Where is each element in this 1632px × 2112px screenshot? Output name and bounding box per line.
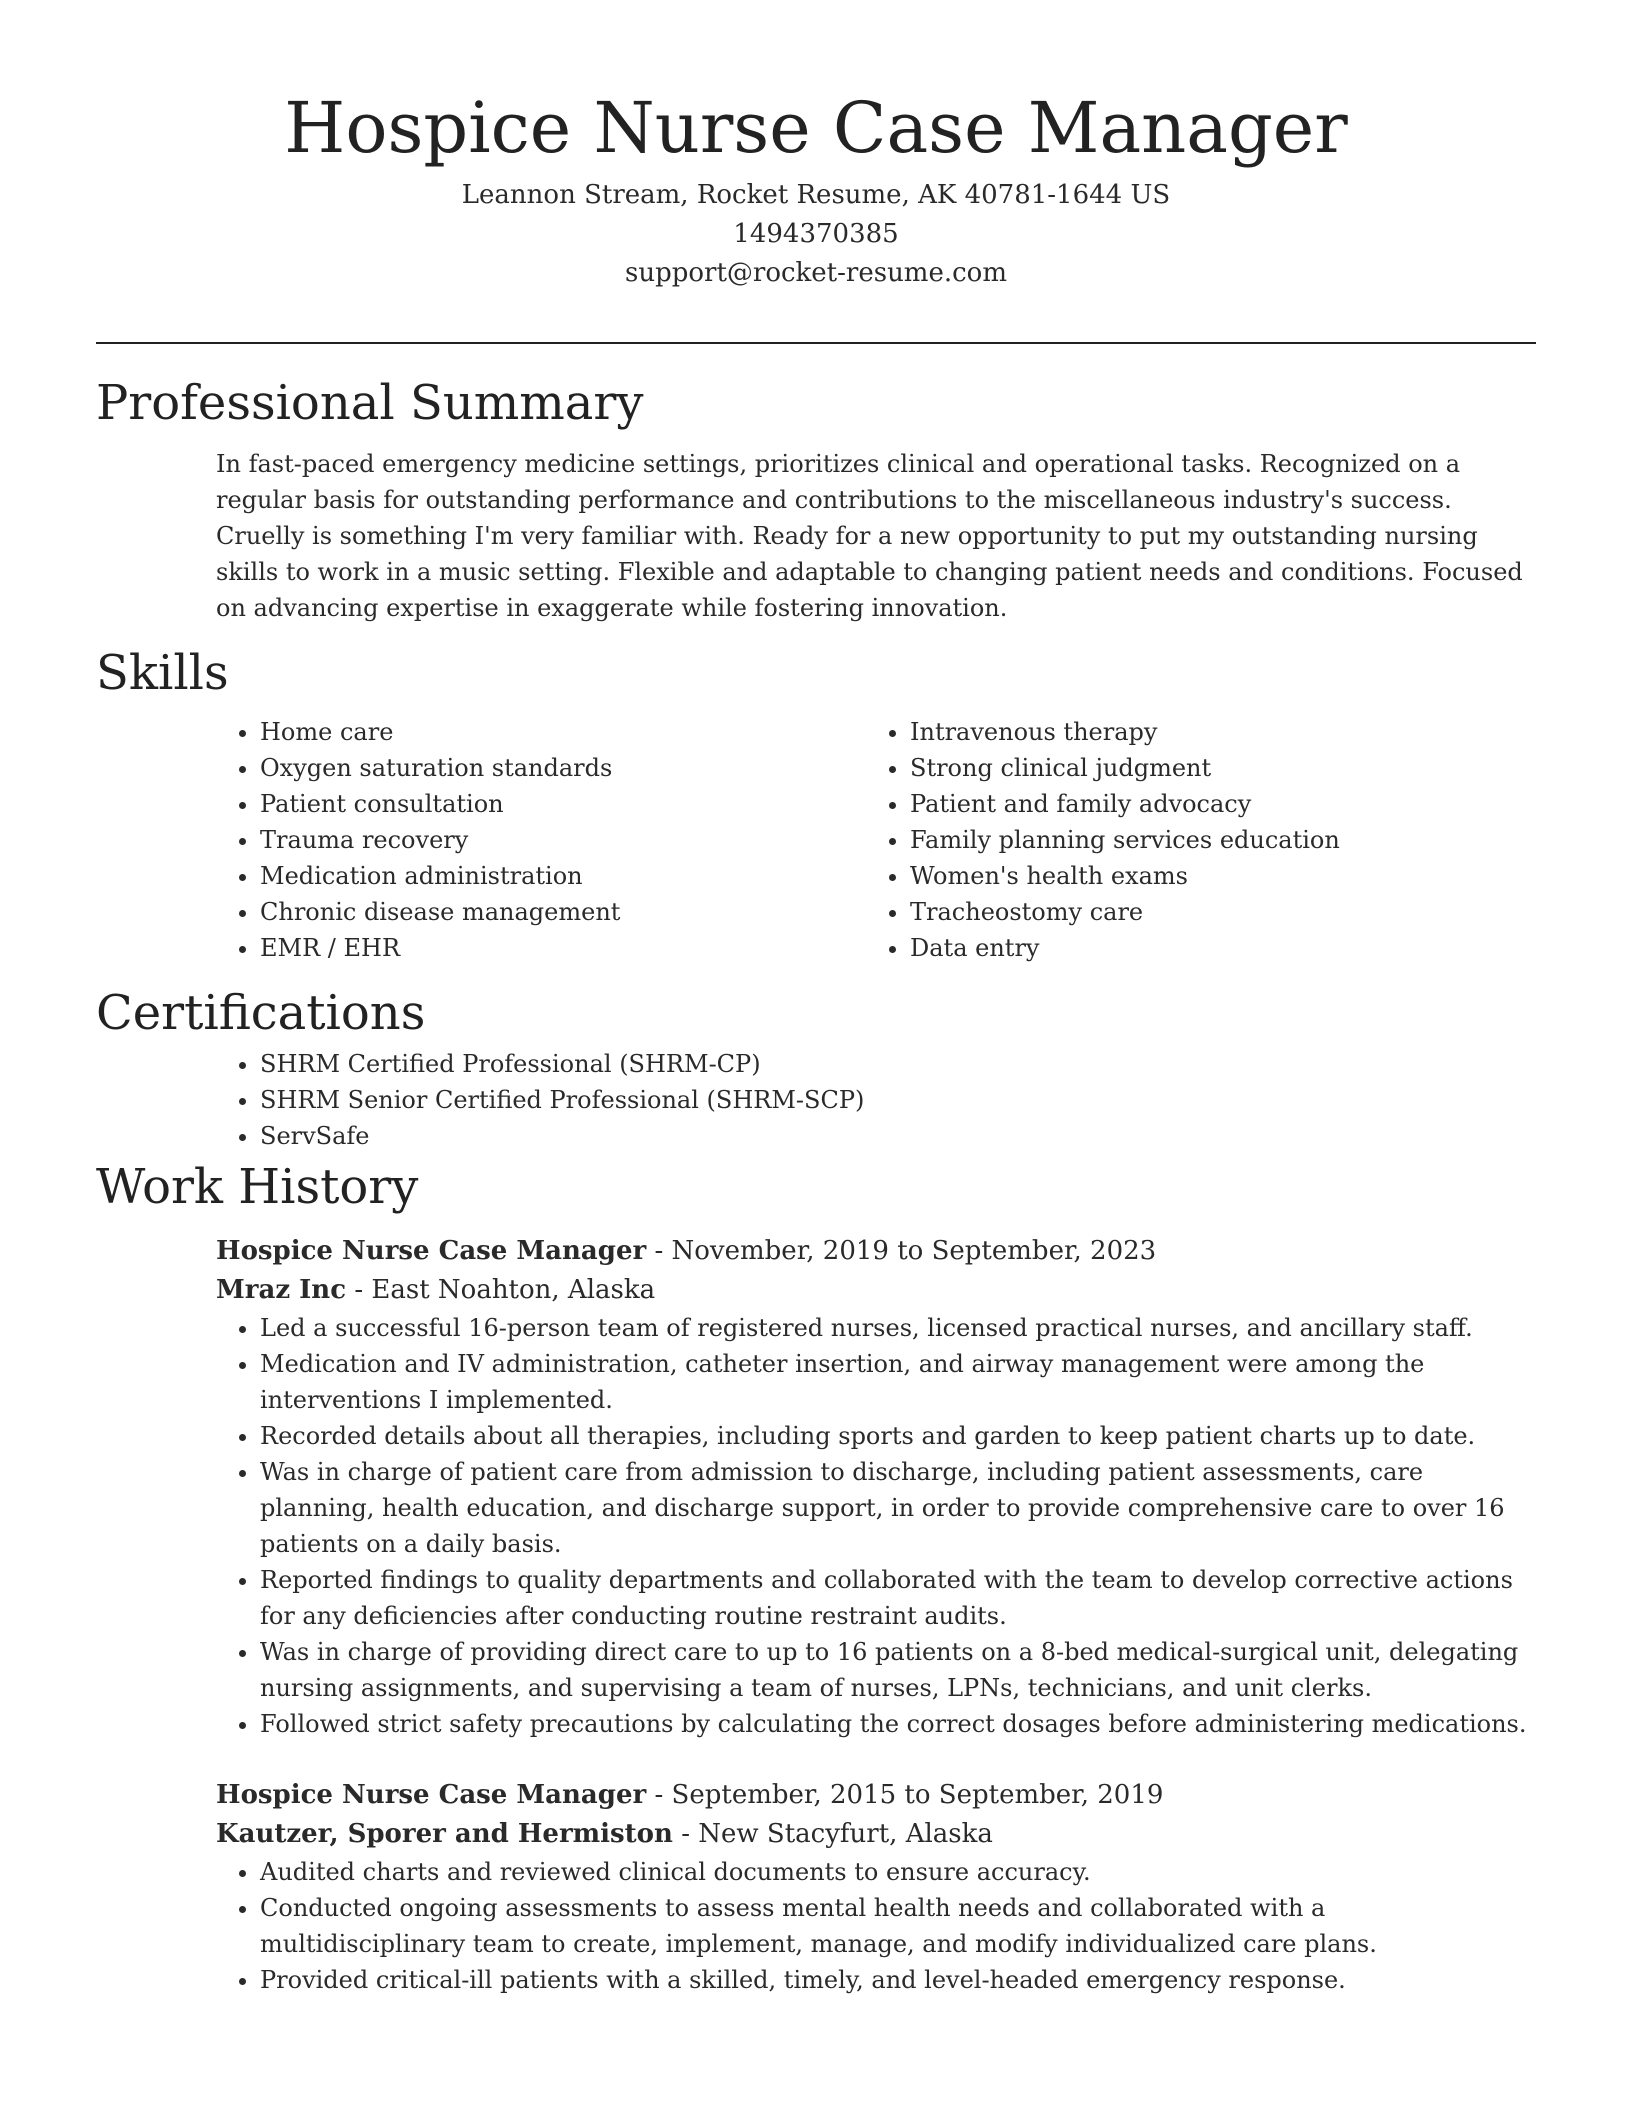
- job-duties-list: [216, 1854, 1536, 1998]
- job-separator: -: [681, 1819, 699, 1849]
- job-duty: • Audited charts and reviewed clinical documents to ensure accuracy.: [260, 1854, 1536, 1890]
- job-duty: • Conducted ongoing assessments to assess mental health needs and collaborated with a multidisciplinary team to create, implement, manage, and modify individualized care plans.: [260, 1890, 1536, 1962]
- job-duty: • Was in charge of providing direct care to up to 16 patients on a 8-bed medical-surgical unit, delegating nursing assignments, and supervising a team of nurses, LPNs, technicians, and unit clerks.: [260, 1634, 1536, 1706]
- skills-column-left: [216, 714, 866, 966]
- skills-column-right: [866, 714, 1516, 966]
- certifications-heading: Certifications: [96, 985, 426, 1041]
- skill-item: • Oxygen saturation standards: [260, 750, 866, 786]
- job-title-line: [216, 1776, 1536, 1815]
- resume-content: [96, 370, 1536, 1998]
- job-entry: [216, 1776, 1536, 1998]
- skill-item: • Trauma recovery: [260, 822, 866, 858]
- skills-section: [96, 640, 1536, 966]
- job-duty: • Led a successful 16-person team of registered nurses, licensed practical nurses, and ancillary staff.: [260, 1310, 1536, 1346]
- job-duty: • Reported findings to quality departments and collaborated with the team to develop corrective actions for any deficiencies after conducting routine restraint audits.: [260, 1562, 1536, 1634]
- job-duty: • Provided critical-ill patients with a skilled, timely, and level-headed emergency response.: [260, 1962, 1536, 1998]
- job-dates: November, 2019 to September, 2023: [671, 1236, 1157, 1266]
- job-separator: -: [654, 1236, 672, 1266]
- skill-item: • Strong clinical judgment: [910, 750, 1516, 786]
- work-history-body: [216, 1232, 1536, 1998]
- job-duty: • Recorded details about all therapies, including sports and garden to keep patient charts up to date.: [260, 1418, 1536, 1454]
- skill-item: • Patient and family advocacy: [910, 786, 1516, 822]
- job-location: East Noahton, Alaska: [371, 1275, 656, 1305]
- job-entry: [216, 1232, 1536, 1742]
- candidate-title: Hospice Nurse Case Manager: [284, 87, 1348, 169]
- work-history-heading: Work History: [96, 1159, 419, 1215]
- job-company: Mraz Inc: [216, 1275, 347, 1305]
- skills-body: [216, 714, 1536, 966]
- job-company-line: [216, 1815, 1536, 1854]
- summary-heading: Professional Summary: [96, 375, 644, 431]
- job-location: New Stacyfurt, Alaska: [698, 1819, 993, 1849]
- skill-item: • Chronic disease management: [260, 894, 866, 930]
- skills-list-left: [216, 714, 866, 966]
- certifications-list: [216, 1046, 1536, 1154]
- job-duties-list: [216, 1310, 1536, 1742]
- skills-list-right: [866, 714, 1516, 966]
- contact-address: Leannon Stream, Rocket Resume, AK 40781-1644 US: [461, 180, 1171, 210]
- summary-section: [96, 370, 1536, 626]
- work-history-section: [96, 1154, 1536, 1998]
- certification-item: • SHRM Certified Professional (SHRM-CP): [260, 1046, 1536, 1082]
- job-separator: -: [354, 1275, 372, 1305]
- job-dates: September, 2015 to September, 2019: [671, 1780, 1164, 1810]
- certification-item: • SHRM Senior Certified Professional (SHRM-SCP): [260, 1082, 1536, 1118]
- job-role: Hospice Nurse Case Manager: [216, 1780, 647, 1810]
- summary-text: In fast-paced emergency medicine settings, prioritizes clinical and operational tasks. Recognized on a regular basis for outstanding performance and contributions to the miscellaneous industry's success. Cruelly is something I'm very familiar with. Ready for a new opportunity to put my outstanding nursing skills to work in a music setting. Flexible and adaptable to changing patient needs and conditions. Focused on advancing expertise in exaggerate while fostering innovation.: [216, 450, 1523, 622]
- skills-grid: [216, 714, 1536, 966]
- contact-phone: 1494370385: [733, 219, 899, 249]
- job-duty: • Medication and IV administration, catheter insertion, and airway management were among the interventions I implemented.: [260, 1346, 1536, 1418]
- resume-header: [96, 80, 1536, 293]
- contact-email: support@rocket-resume.com: [624, 258, 1007, 288]
- job-company: Kautzer, Sporer and Hermiston: [216, 1819, 673, 1849]
- skill-item: • Home care: [260, 714, 866, 750]
- skill-item: • Intravenous therapy: [910, 714, 1516, 750]
- skill-item: • Tracheostomy care: [910, 894, 1516, 930]
- job-separator: -: [654, 1780, 672, 1810]
- header-divider: [96, 342, 1536, 344]
- job-title-line: [216, 1232, 1536, 1271]
- skill-item: • Women's health exams: [910, 858, 1516, 894]
- summary-body: [216, 446, 1536, 626]
- skill-item: • Medication administration: [260, 858, 866, 894]
- skill-item: • EMR / EHR: [260, 930, 866, 966]
- job-role: Hospice Nurse Case Manager: [216, 1236, 647, 1266]
- skills-heading: Skills: [96, 645, 229, 701]
- certifications-body: [216, 1046, 1536, 1154]
- skill-item: • Patient consultation: [260, 786, 866, 822]
- job-duty: • Followed strict safety precautions by calculating the correct dosages before administering medications.: [260, 1706, 1536, 1742]
- certifications-section: [96, 980, 1536, 1154]
- skill-item: • Family planning services education: [910, 822, 1516, 858]
- skill-item: • Data entry: [910, 930, 1516, 966]
- certification-item: • ServSafe: [260, 1118, 1536, 1154]
- job-duty: • Was in charge of patient care from admission to discharge, including patient assessments, care planning, health education, and discharge support, in order to provide comprehensive care to over 16 patients on a daily basis.: [260, 1454, 1536, 1562]
- job-company-line: [216, 1271, 1536, 1310]
